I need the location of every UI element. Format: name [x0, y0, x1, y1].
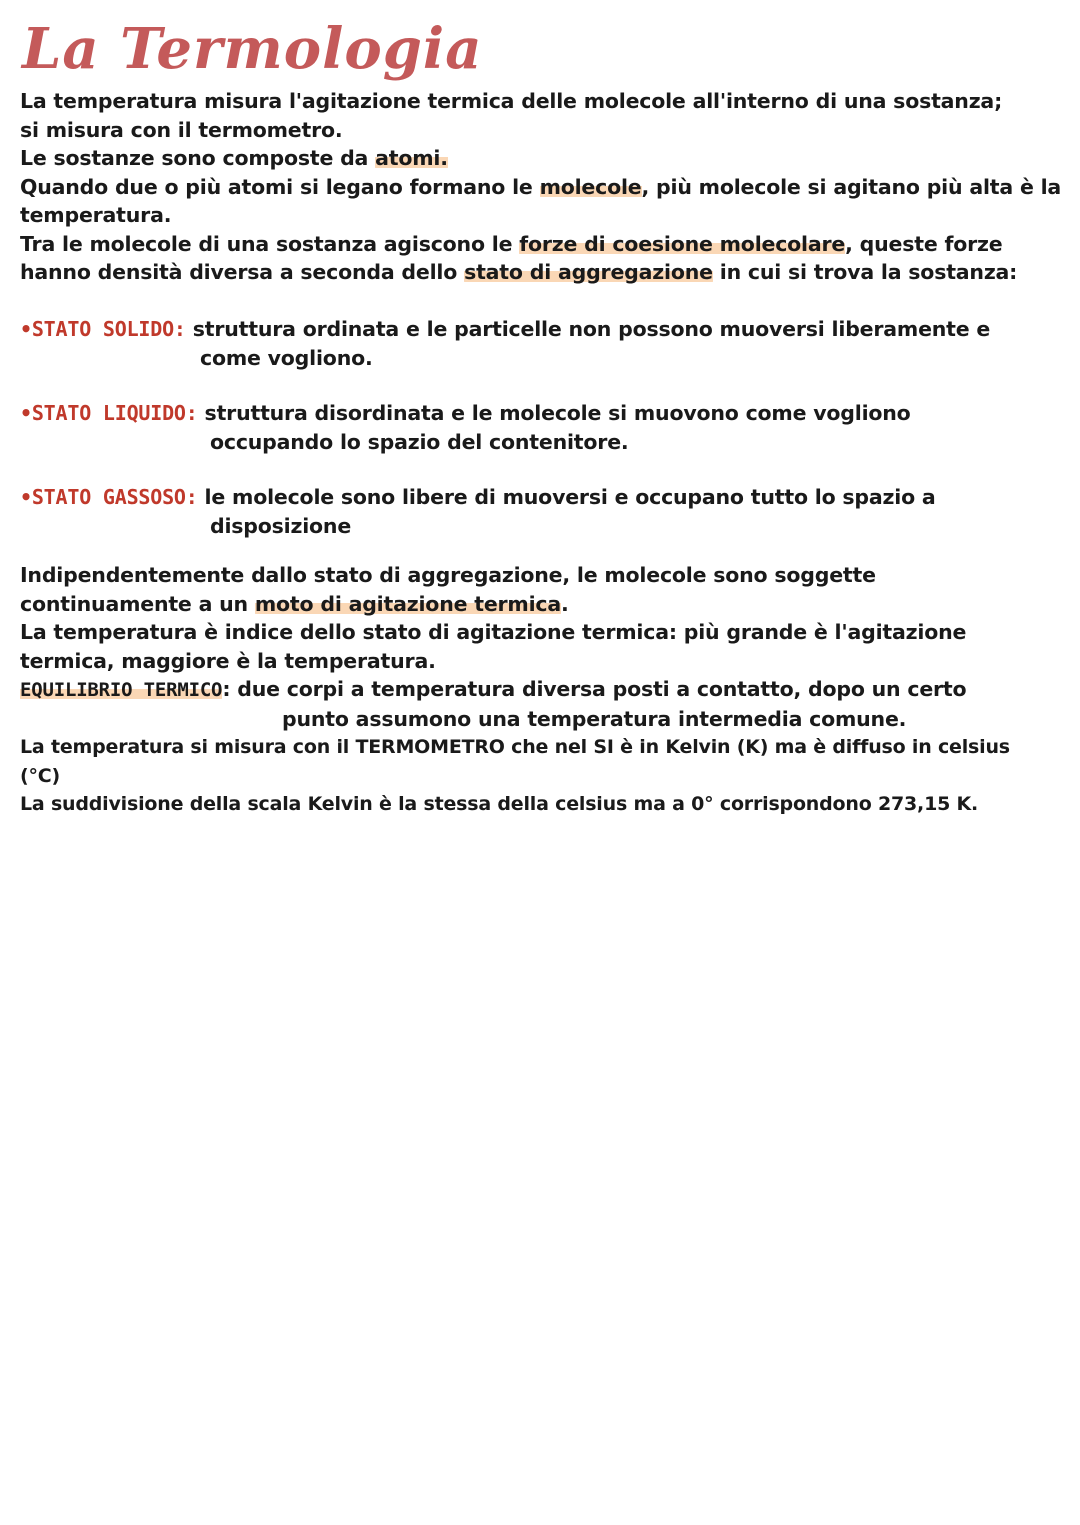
outro-line: Indipendentemente dallo stato di aggregazione, le molecole sono soggette — [20, 563, 876, 587]
state-description: struttura disordinata e le molecole si muovono come vogliono — [197, 401, 911, 425]
text-fragment: Quando due o più atomi si legano formano le — [20, 174, 540, 199]
intro-paragraph — [20, 87, 1070, 287]
highlighted-term-forze: forze di coesione molecolare — [519, 231, 846, 256]
outro-line — [20, 590, 1070, 619]
highlighted-term-molecole: molecole — [539, 174, 642, 199]
state-liquid — [20, 399, 1070, 456]
outro-line: punto assumono una temperatura intermedia comune. — [282, 706, 907, 731]
page-title: La Termologia — [22, 16, 483, 82]
intro-line — [20, 258, 1070, 287]
state-description: le molecole sono libere di muoversi e occupano tutto lo spazio a — [197, 485, 936, 509]
text-fragment: Le sostanze sono composte da — [20, 146, 376, 170]
outro-line: termica, maggiore è la temperatura. — [20, 648, 436, 673]
outro-line: La temperatura è indice dello stato di agitazione termica: più grande è l'agitazione — [20, 620, 967, 644]
outro-paragraph — [20, 561, 1070, 819]
highlighted-term-stato: stato di aggregazione — [464, 260, 713, 284]
outro-line: La suddivisione della scala Kelvin è la stessa della celsius ma a 0° corrispondono 273,15 K. — [20, 793, 979, 815]
state-gas — [20, 483, 1070, 540]
state-line — [20, 483, 1070, 512]
text-fragment: , più molecole si agitano più alta è la — [641, 174, 1062, 199]
outro-line: La temperatura si misura con il TERMOMETRO che nel SI è in Kelvin (K) ma è diffuso in celsius — [20, 736, 1010, 758]
state-label-gas: •STATO GASSOSO: — [20, 485, 198, 509]
highlighted-term-moto: moto di agitazione termica — [254, 591, 562, 616]
state-label-solid: •STATO SOLIDO: — [20, 317, 186, 341]
outro-line: (°C) — [20, 764, 61, 787]
intro-line: temperatura. — [20, 203, 172, 227]
text-fragment: , queste forze — [845, 231, 1003, 256]
text-fragment: in cui si trova la sostanza: — [712, 260, 1018, 284]
text-fragment: continuamente a un — [20, 591, 255, 616]
equilibrio-termico-label: EQUILIBRIO TERMICO — [20, 679, 223, 701]
state-line — [20, 315, 1070, 344]
state-line: disposizione — [210, 513, 352, 538]
state-description: struttura ordinata e le particelle non possono muoversi liberamente e — [185, 317, 991, 341]
intro-line: si misura con il termometro. — [20, 117, 343, 142]
intro-line — [20, 144, 1070, 173]
state-solid — [20, 315, 1070, 372]
state-line — [20, 399, 1070, 428]
state-line: occupando lo spazio del contenitore. — [210, 429, 629, 454]
state-line: come vogliono. — [200, 345, 373, 370]
intro-line: La temperatura misura l'agitazione termica delle molecole all'interno di una sostanza; — [20, 89, 1003, 113]
highlighted-term-atomi: atomi. — [375, 146, 448, 170]
text-fragment: hanno densità diversa a seconda dello — [20, 260, 465, 284]
text-fragment: : due corpi a temperatura diversa posti a contatto, dopo un certo — [222, 677, 967, 701]
text-fragment: . — [561, 591, 569, 616]
state-label-liquid: •STATO LIQUIDO: — [20, 401, 198, 425]
text-fragment: Tra le molecole di una sostanza agiscono le — [20, 231, 520, 256]
intro-line — [20, 173, 1070, 202]
outro-line — [20, 675, 1070, 705]
intro-line — [20, 230, 1070, 259]
